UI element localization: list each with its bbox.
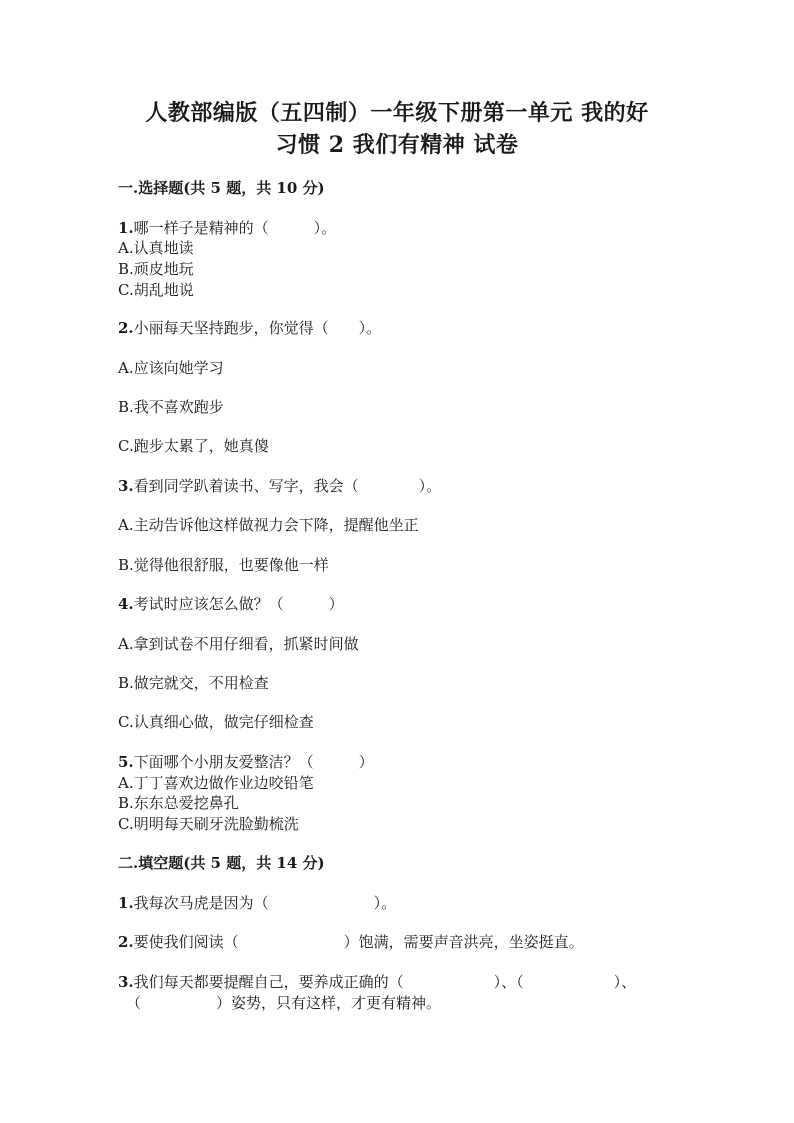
question-4-stem (118, 594, 344, 614)
question-number: 2. (118, 319, 134, 337)
question-number: 2. (118, 933, 134, 951)
question-number: 5. (118, 753, 134, 771)
question-text: 要使我们阅读（ ）饱满，需要声音洪亮，坐姿挺直。 (133, 933, 584, 951)
q2-option-b: B.我不喜欢跑步 (118, 398, 224, 416)
q4-option-a: A.拿到试卷不用仔细看，抓紧时间做 (118, 635, 359, 653)
question-number: 1. (118, 894, 134, 912)
q2-option-a: A.应该向她学习 (118, 359, 224, 377)
page-title-line-2: 习惯 2 我们有精神 试卷 (275, 132, 519, 158)
question-text: 哪一样子是精神的（ ）。 (133, 219, 337, 237)
fill-question-2 (118, 932, 584, 952)
question-text: 下面哪个小朋友爱整洁？（ ） (133, 753, 374, 771)
question-5-stem (118, 752, 374, 772)
fill-question-3 (118, 972, 636, 992)
q2-option-c: C.跑步太累了，她真傻 (118, 437, 269, 455)
question-number: 3. (118, 477, 134, 495)
fill-question-3-continued: （ ）姿势，只有这样，才更有精神。 (126, 994, 442, 1012)
question-number: 4. (118, 595, 134, 613)
question-text: 看到同学趴着读书、写字，我会（ ）。 (133, 477, 442, 495)
q4-option-b: B.做完就交，不用检查 (118, 674, 269, 692)
section-heading-choice: 一.选择题(共 5 题，共 10 分) (118, 179, 325, 197)
page-title-line-1: 人教部编版（五四制）一年级下册第一单元 我的好 (145, 100, 649, 126)
question-1-stem (118, 218, 336, 238)
q1-option-c: C.胡乱地说 (118, 281, 194, 299)
question-text: 考试时应该怎么做？（ ） (133, 595, 344, 613)
section-heading-fill-blank: 二.填空题(共 5 题，共 14 分) (118, 854, 325, 872)
q4-option-c: C.认真细心做，做完仔细检查 (118, 713, 314, 731)
q3-option-a: A.主动告诉他这样做视力会下降，提醒他坐正 (118, 516, 419, 534)
fill-question-1 (118, 893, 396, 913)
q5-option-b: B.东东总爱挖鼻孔 (118, 794, 239, 812)
q5-option-a: A.丁丁喜欢边做作业边咬铅笔 (118, 774, 314, 792)
question-number: 1. (118, 219, 134, 237)
q1-option-b: B.顽皮地玩 (118, 260, 194, 278)
q3-option-b: B.觉得他很舒服，也要像他一样 (118, 556, 329, 574)
question-2-stem (118, 318, 381, 338)
q1-option-a: A.认真地读 (118, 239, 194, 257)
q5-option-c: C.明明每天刷牙洗脸勤梳洗 (118, 815, 299, 833)
question-3-stem (118, 476, 441, 496)
question-text: 小丽每天坚持跑步，你觉得（ ）。 (133, 319, 382, 337)
question-text: 我们每天都要提醒自己，要养成正确的（ ）、（ ）、 (133, 973, 637, 991)
question-number: 3. (118, 973, 134, 991)
question-text: 我每次马虎是因为（ ）。 (133, 894, 397, 912)
